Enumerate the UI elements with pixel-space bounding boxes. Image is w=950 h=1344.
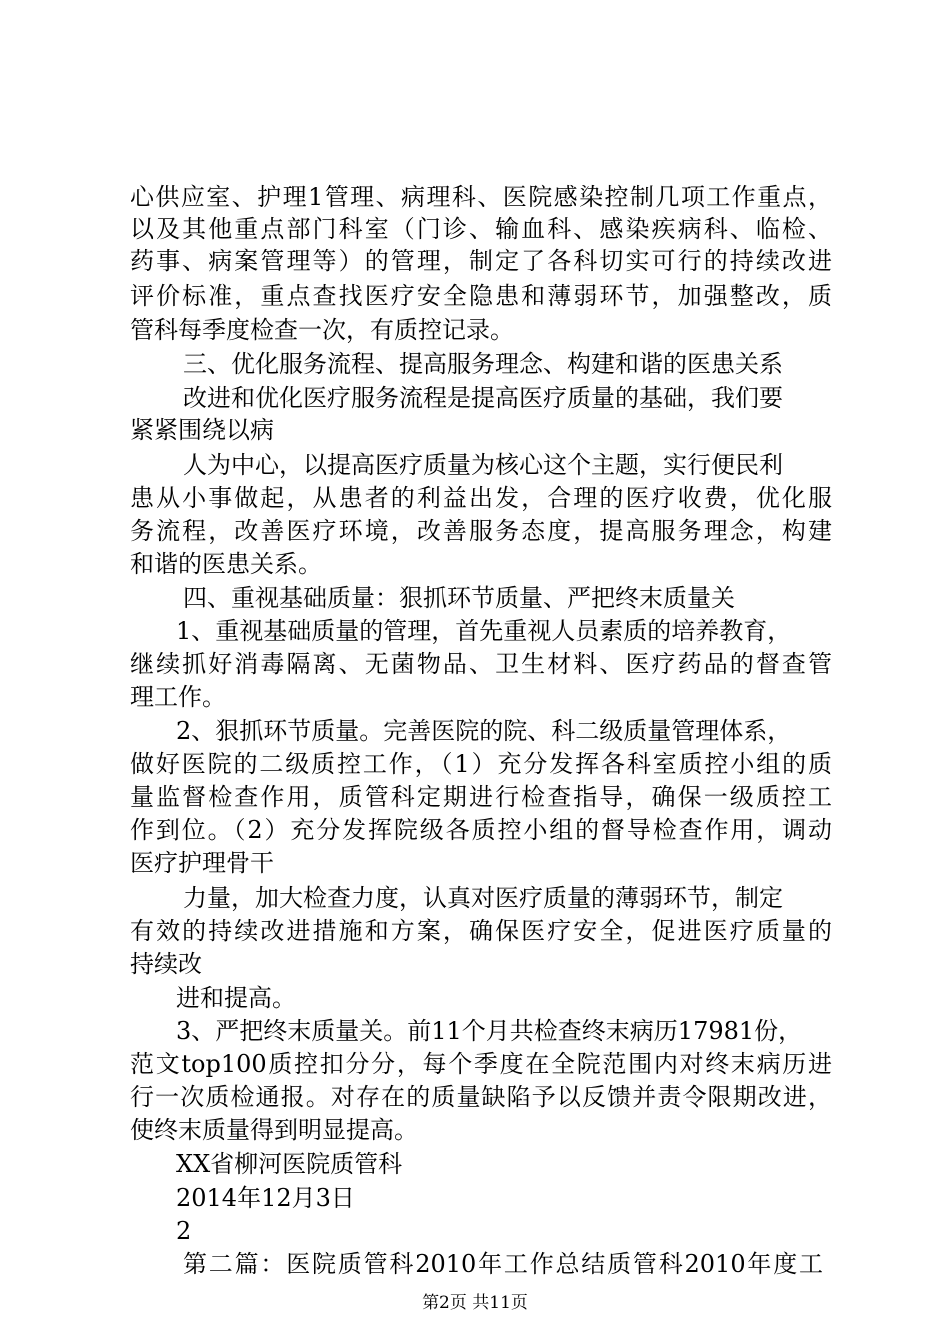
text-line: 理工作。 (130, 683, 226, 711)
signature-department: XX省柳河医院质管科 (176, 1150, 403, 1178)
text-line: 患从小事做起，从患者的利益出发，合理的医疗收费，优化服 (130, 484, 832, 512)
text-line: 心供应室、护理1管理、病理科、医院感染控制几项工作重点， (130, 183, 832, 211)
text-line: 2、狠抓环节质量。完善医院的院、科二级质量管理体系， (176, 717, 792, 745)
section-heading: 三、优化服务流程、提高服务理念、构建和谐的医患关系 (183, 350, 783, 378)
text-line: 务流程，改善医疗环境，改善服务态度，提高服务理念，构建 (130, 517, 832, 545)
text-line: 行一次质检通报。对存在的质量缺陷予以反馈并责令限期改进， (130, 1083, 832, 1111)
next-article-heading: 第二篇：医院质管科2010年工作总结质管科2010年度工 (183, 1250, 823, 1278)
text-line: 继续抓好消毒隔离、无菌物品、卫生材料、医疗药品的督查管 (130, 650, 832, 678)
text-line: 医疗护理骨干 (130, 849, 274, 877)
page-marker: 2 (176, 1217, 192, 1245)
text-line: 改进和优化医疗服务流程是提高医疗质量的基础，我们要 (183, 384, 783, 412)
text-line: 作到位。（2）充分发挥院级各质控小组的督导检查作用，调动 (130, 816, 832, 844)
section-heading: 四、重视基础质量：狠抓环节质量、严把终末质量关 (183, 584, 735, 612)
text-line: 进和提高。 (176, 984, 296, 1012)
text-line: 范文top100质控扣分分，每个季度在全院范围内对终末病历进 (130, 1050, 832, 1078)
text-line: 评价标准，重点查找医疗安全隐患和薄弱环节，加强整改，质 (130, 282, 832, 310)
text-line: 持续改 (130, 950, 202, 978)
text-line: 1、重视基础质量的管理，首先重视人员素质的培养教育， (176, 617, 792, 645)
text-line: 力量，加大检查力度，认真对医疗质量的薄弱环节，制定 (183, 884, 783, 912)
text-line: 紧紧围绕以病 (130, 416, 274, 444)
text-line: 药事、病案管理等）的管理，制定了各科切实可行的持续改进 (130, 247, 832, 275)
text-line: 和谐的医患关系。 (130, 550, 322, 578)
text-line: 人为中心，以提高医疗质量为核心这个主题，实行便民利 (183, 451, 783, 479)
text-line: 量监督检查作用，质管科定期进行检查指导，确保一级质控工 (130, 783, 832, 811)
text-line: 以及其他重点部门科室（门诊、输血科、感染疾病科、临检、 (130, 215, 832, 243)
text-line: 管科每季度检查一次，有质控记录。 (130, 316, 514, 344)
signature-date: 2014年12月3日 (176, 1184, 355, 1212)
text-line: 3、严把终末质量关。前11个月共检查终末病历17981份， (176, 1017, 803, 1045)
text-line: 做好医院的二级质控工作，（1）充分发挥各科室质控小组的质 (130, 750, 832, 778)
page-footer: 第2页 共11页 (422, 1293, 528, 1313)
text-line: 有效的持续改进措施和方案，确保医疗安全，促进医疗质量的 (130, 917, 832, 945)
text-line: 使终末质量得到明显提高。 (130, 1116, 418, 1144)
